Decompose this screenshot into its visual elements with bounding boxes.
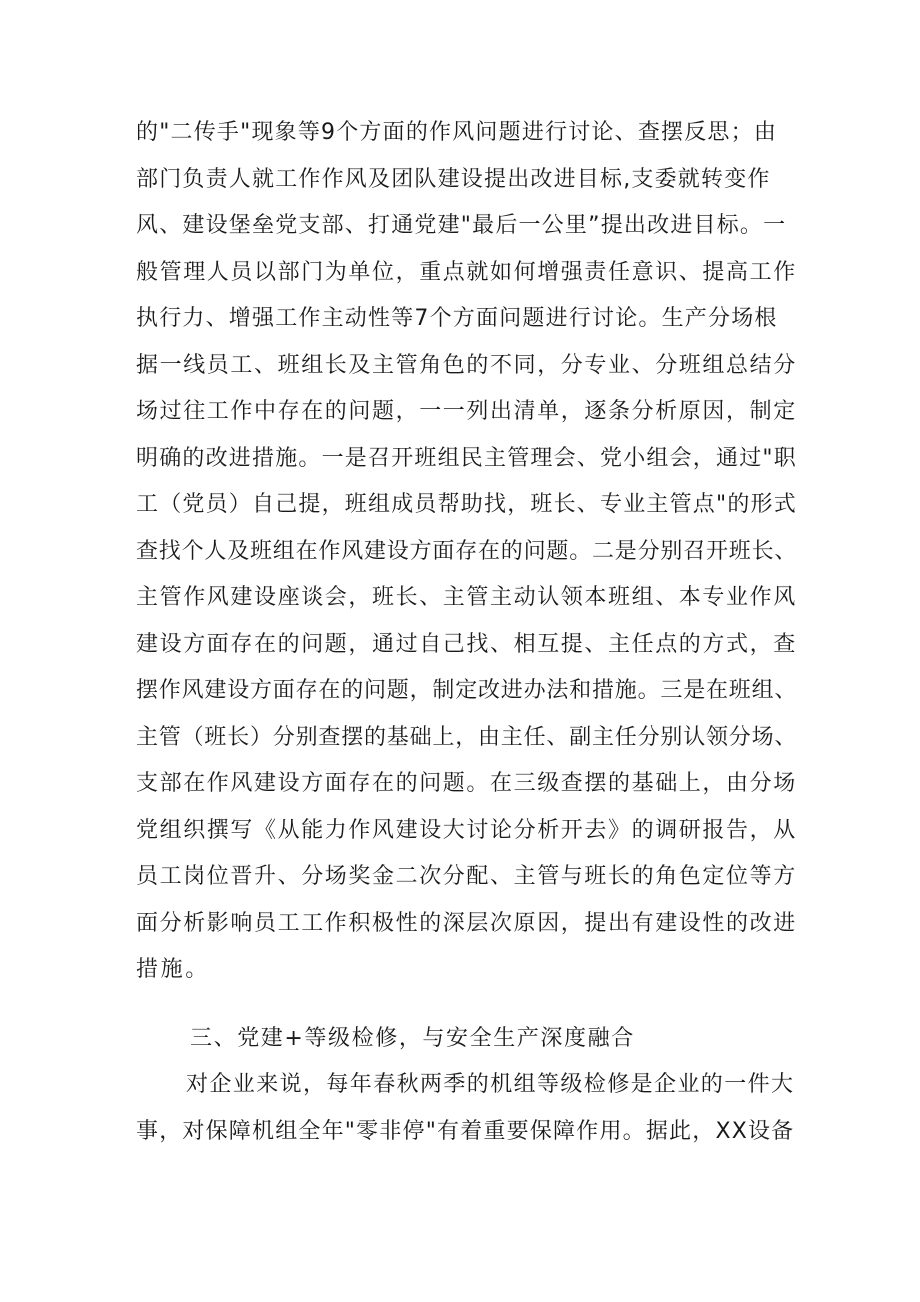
text-line: 党组织撰写《从能力作风建设大讨论分析开去》的调研报告，从: [136, 817, 797, 843]
text-line: 员工岗位晋升、分场奖金二次分配、主管与班长的角色定位等方: [136, 864, 797, 889]
text-line: 工（党员）自己提，班组成员帮助找，班长、专业主管点"的形式: [136, 492, 797, 517]
text-line: 措施。: [136, 957, 210, 982]
text-line: 般管理人员以部门为单位，重点就如何增强责任意识、提高工作: [136, 259, 797, 285]
section-heading: 三、党建+等级检修，与安全生产深度融合: [190, 1025, 635, 1051]
text-line: 主管作风建设座谈会，班长、主管主动认领本班组、本专业作风: [136, 585, 797, 610]
text-line: 建设方面存在的问题，通过自己找、相互提、主任点的方式，查: [136, 631, 797, 657]
text-line: 部门负责人就工作作风及团队建设提出改进目标,支委就转变作: [136, 166, 771, 192]
text-line: 场过往工作中存在的问题，一一列出清单，逐条分析原因，制定: [136, 399, 797, 424]
text-line: 执行力、增强工作主动性等7个方面问题进行讨论。生产分场根: [136, 306, 778, 331]
text-line: 风、建设堡垒党支部、打通党建"最后一公里”提出改进目标。一: [136, 213, 787, 238]
paragraph: [136, 1062, 796, 1155]
document-body: [136, 110, 796, 1155]
text-line: 支部在作风建设方面存在的问题。在三级查摆的基础上，由分场: [136, 771, 797, 796]
text-line: 的"二传手"现象等9个方面的作风问题进行讨论、查摆反思；由: [136, 120, 778, 145]
paragraph-gap: [136, 994, 796, 1016]
text-line: 面分析影响员工工作积极性的深层次原因，提出有建设性的改进: [136, 910, 797, 936]
text-line: 明确的改进措施。一是召开班组民主管理会、党小组会，通过"职: [136, 445, 797, 471]
text-line: 据一线员工、班组长及主管角色的不同，分专业、分班组总结分: [136, 352, 797, 378]
text-line: 主管（班长）分别查摆的基础上，由主任、副主任分别认领分场、: [136, 724, 798, 750]
text-line: 事，对保障机组全年"零非停"有着重要保障作用。据此，XX设备: [136, 1118, 795, 1144]
text-line: 摆作风建设方面存在的问题，制定改进办法和措施。三是在班组、: [136, 678, 798, 703]
paragraph: [136, 110, 796, 994]
text-line: 查找个人及班组在作风建设方面存在的问题。二是分别召开班长、: [136, 538, 798, 564]
text-line: 对企业来说，每年春秋两季的机组等级检修是企业的一件大: [186, 1072, 795, 1097]
